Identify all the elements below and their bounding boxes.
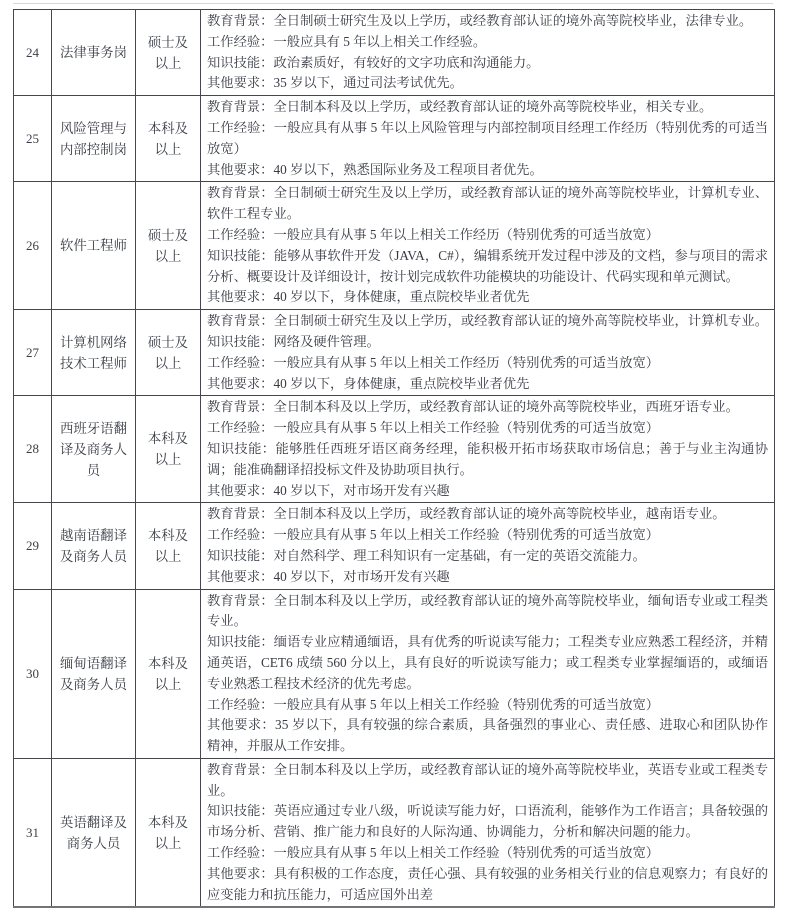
position-name-cell: 西班牙语翻译及商务人员 [52, 396, 136, 503]
requirement-text: 知识技能：能够从事软件开发（JAVA，C#），编辑系统开发过程中涉及的文档，参与项目的需求分析、概要设计及详细设计，按计划完成软件功能模块的功能设计、代码实现和单元测试。 [207, 247, 768, 284]
position-name-cell: 英语翻译及商务人员 [52, 758, 136, 907]
requirements-cell [201, 396, 775, 503]
requirements-cell [201, 96, 775, 182]
education-level-cell: 硕士及以上 [136, 10, 201, 96]
requirement-text: 知识技能：英语应通过专业八级，听说读写能力好，口语流利，能够作为工作语言；具备较强的市场分析、营销、推广能力和良好的人际沟通、协调能力，分析和解决问题的能力。 [207, 803, 768, 840]
requirement-text: 教育背景：全日制本科及以上学历，或经教育部认证的境外高等院校毕业，相关专业。 [207, 99, 713, 115]
table-row [14, 758, 775, 907]
requirement-text: 教育背景：全日制硕士研究生及以上学历，或经教育部认证的境外高等院校毕业，法律专业。 [207, 13, 753, 28]
requirement-text: 教育背景：全日制本科及以上学历，或经教育部认证的境外高等院校毕业，越南语专业。 [207, 506, 726, 522]
requirements-cell [201, 758, 775, 907]
position-name-cell: 计算机网络技术工程师 [52, 310, 136, 396]
table-row [14, 182, 775, 310]
education-level-cell: 本科及以上 [136, 96, 201, 182]
requirements-cell [201, 310, 775, 396]
table-row [14, 503, 775, 589]
table-row [14, 10, 775, 96]
row-number-cell: 27 [14, 310, 52, 396]
requirement-text: 其他要求：40 岁以下，熟悉国际业务及工程项目者优先。 [207, 161, 543, 177]
table-row [14, 589, 775, 758]
requirement-text: 知识技能：政治素质好，有较好的文字功底和沟通能力。 [207, 54, 540, 70]
row-number-cell: 24 [14, 10, 52, 96]
requirements-cell [201, 503, 775, 589]
requirement-text: 工作经验：一般应具有从事 5 年以上相关工作经验（特别优秀的可适当放宽） [207, 420, 660, 436]
table-row [14, 396, 775, 503]
requirement-text: 知识技能：能够胜任西班牙语区商务经理，能积极开拓市场获取市场信息；善于与业主沟通协调；能准确翻译招投标文件及协助项目执行。 [207, 440, 768, 477]
requirement-text: 其他要求：40 岁以下，身体健康，重点院校毕业者优先 [207, 289, 530, 305]
requirement-text: 其他要求：具有积极的工作态度，责任心强、具有较强的业务相关行业的信息观察力；有良好的应变能力和抗压能力，可适应国外出差 [207, 865, 768, 902]
row-number-cell: 28 [14, 396, 52, 503]
requirement-text: 知识技能：缅语专业应精通缅语，具有优秀的听说读写能力；工程类专业应熟悉工程经济，并精通英语，CET6 成绩 560 分以上，具有良好的听说读写能力；或工程类专业掌握缅语的，或缅语专业熟悉工程技术经济的优先考虑。 [207, 634, 768, 691]
education-level-cell: 本科及以上 [136, 396, 201, 503]
requirement-text: 工作经验：一般应具有从事 5 年以上相关工作经验（特别优秀的可适当放宽） [207, 527, 660, 543]
requirement-text: 知识技能：对自然科学、理工科知识有一定基础，有一定的英语交流能力。 [207, 547, 646, 563]
requirement-text: 其他要求：40 岁以下，对市场开发有兴趣 [207, 568, 450, 584]
requirement-text: 工作经验：一般应具有从事 5 年以上相关工作经验（特别优秀的可适当放宽） [207, 696, 660, 712]
row-number-cell: 31 [14, 758, 52, 907]
requirement-text: 工作经验：一般应具有从事 5 年以上相关工作经历（特别优秀的可适当放宽） [207, 226, 660, 242]
previous-row-cut-line [13, 3, 773, 4]
position-name-cell: 软件工程师 [52, 182, 136, 310]
row-number-cell: 26 [14, 182, 52, 310]
requirement-text: 教育背景：全日制本科及以上学历，或经教育部认证的境外高等院校毕业，西班牙语专业。 [207, 399, 739, 415]
education-level-cell: 本科及以上 [136, 589, 201, 758]
requirement-text: 其他要求：40 岁以下，身体健康，重点院校毕业者优先 [207, 375, 530, 391]
row-number-cell: 29 [14, 503, 52, 589]
row-number-cell: 25 [14, 96, 52, 182]
education-level-cell: 本科及以上 [136, 503, 201, 589]
requirement-text: 教育背景：全日制硕士研究生及以上学历，或经教育部认证的境外高等院校毕业，计算机专业。知识技能：网络及硬件管理。 [207, 313, 768, 349]
education-level-cell: 硕士及以上 [136, 182, 201, 310]
requirement-text: 其他要求：35 岁以下，通过司法考试优先。 [207, 75, 463, 91]
education-level-cell: 本科及以上 [136, 758, 201, 907]
requirement-text: 工作经验：一般应具有从事 5 年以上相关工作经验（特别优秀的可适当放宽） [207, 845, 660, 861]
position-name-cell: 越南语翻译及商务人员 [52, 503, 136, 589]
requirement-text: 工作经验：一般应具有 5 年以上相关工作经验。 [207, 33, 487, 49]
education-level-cell: 硕士及以上 [136, 310, 201, 396]
table-row [14, 96, 775, 182]
requirements-cell [201, 589, 775, 758]
requirement-text: 工作经验：一般应具有从事 5 年以上相关工作经历（特别优秀的可适当放宽） [207, 354, 660, 370]
job-requirements-table-body [14, 10, 775, 908]
position-name-cell: 风险管理与内部控制岗 [52, 96, 136, 182]
requirement-text: 其他要求：40 岁以下，对市场开发有兴趣 [207, 482, 450, 498]
requirement-text: 教育背景：全日制本科及以上学历，或经教育部认证的境外高等院校毕业，缅甸语专业或工程类专业。 [207, 592, 768, 629]
position-name-cell: 缅甸语翻译及商务人员 [52, 589, 136, 758]
requirement-text: 工作经验：一般应具有从事 5 年以上风险管理与内部控制项目经理工作经历（特别优秀的可适当放宽） [207, 119, 768, 156]
job-requirements-table [13, 9, 775, 908]
row-number-cell: 30 [14, 589, 52, 758]
requirement-text: 教育背景：全日制硕士研究生及以上学历，或经教育部认证的境外高等院校毕业，计算机专业、软件工程专业。 [207, 185, 768, 222]
requirement-text: 其他要求：35 岁以下，具有较强的综合素质，具备强烈的事业心、责任感、进取心和团队协作精神，并服从工作安排。 [207, 717, 768, 754]
position-name-cell: 法律事务岗 [52, 10, 136, 96]
requirements-cell [201, 10, 775, 96]
table-row [14, 310, 775, 396]
requirements-cell [201, 182, 775, 310]
requirement-text: 教育背景：全日制本科及以上学历，或经教育部认证的境外高等院校毕业，英语专业或工程类专业。 [207, 761, 768, 798]
